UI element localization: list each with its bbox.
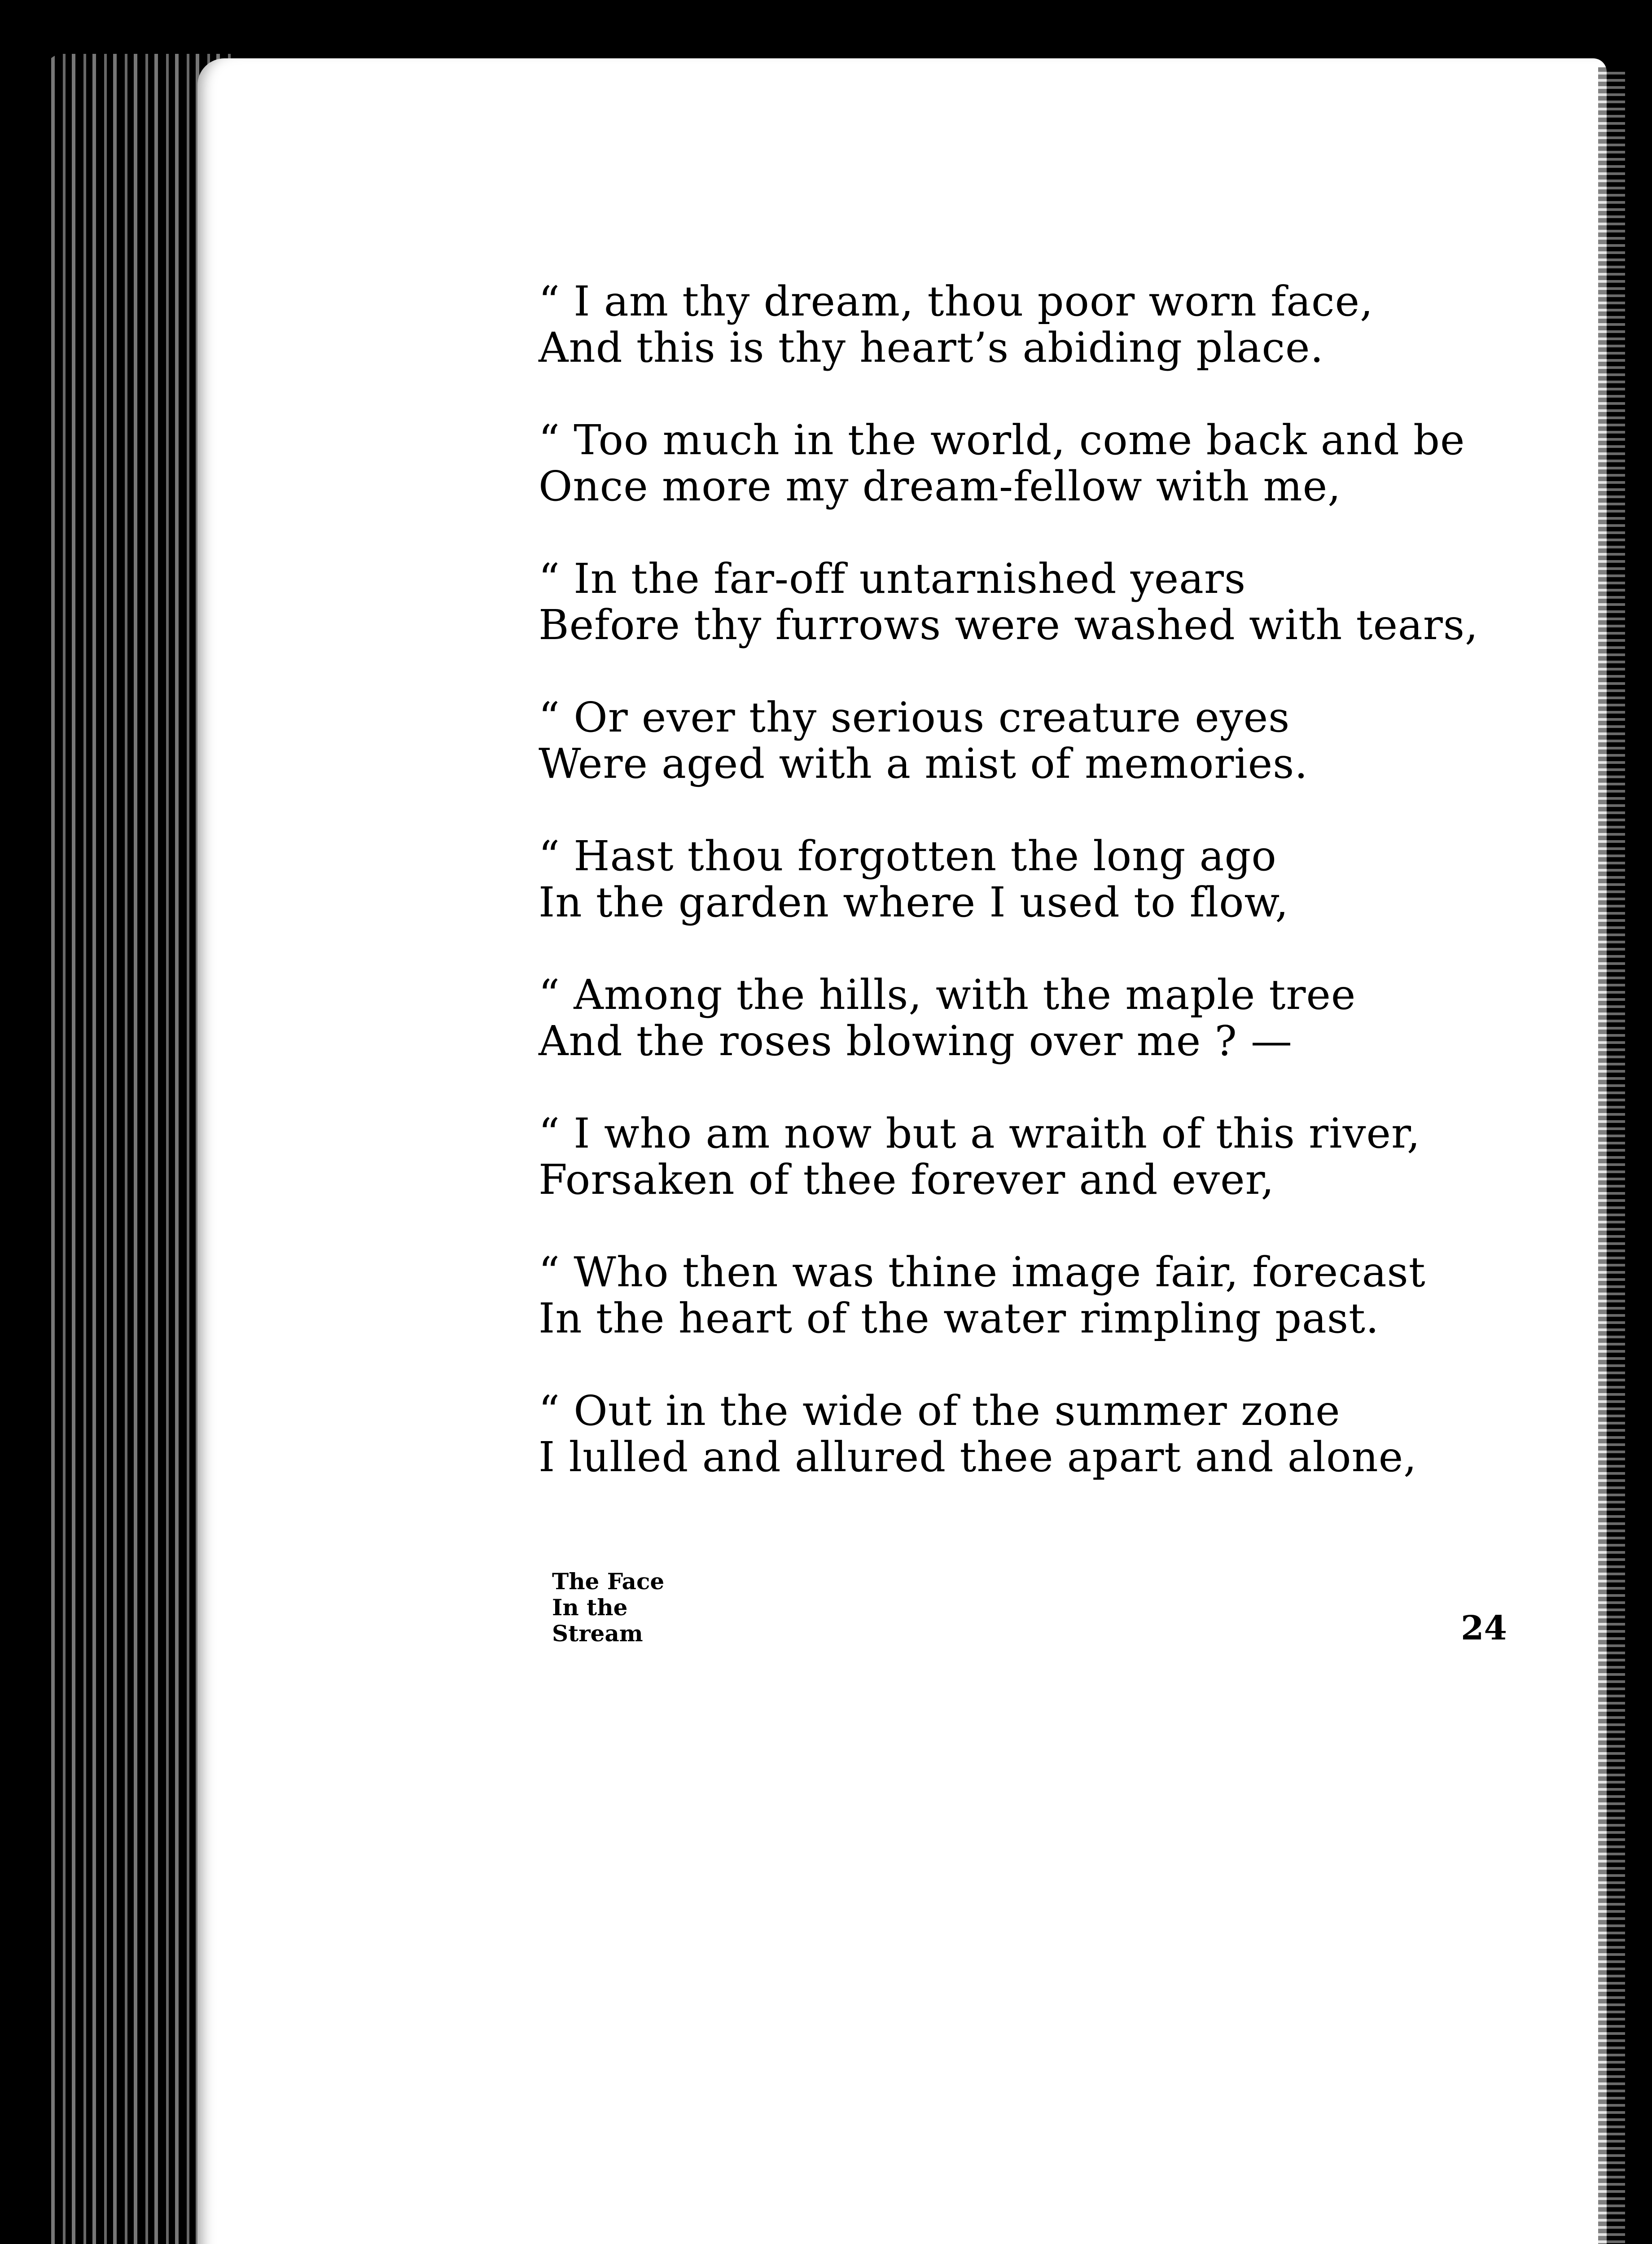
poem-line: In the garden where I used to flow,	[539, 878, 1289, 926]
poem-line: “ Hast thou forgotten the long ago	[539, 832, 1277, 880]
poem-line: In the heart of the water rimpling past.	[539, 1294, 1380, 1342]
running-title-line: Stream	[552, 1620, 643, 1647]
stanza-4	[539, 694, 1571, 787]
poem-line: Once more my dream-fellow with me,	[539, 462, 1341, 510]
poem-line: Were aged with a mist of memories.	[539, 740, 1308, 788]
running-title	[552, 1569, 664, 1647]
stanza-9	[539, 1388, 1571, 1480]
poem-line: “ Out in the wide of the summer zone	[539, 1387, 1341, 1435]
page-right-edge	[1598, 67, 1625, 2244]
poem-line: And the roses blowing over me ? —	[539, 1017, 1293, 1065]
poem-line: “ Or ever thy serious creature eyes	[539, 693, 1290, 741]
stanza-2	[539, 417, 1571, 509]
poem-line: “ I am thy dream, thou poor worn face,	[539, 277, 1374, 325]
poem-line: And this is thy heart’s abiding place.	[539, 324, 1324, 372]
poem-line: “ Who then was thine image fair, forecast	[539, 1248, 1426, 1296]
poem-line: I lulled and allured thee apart and alone,	[539, 1433, 1417, 1481]
poem-line: Before thy furrows were washed with tears,	[539, 601, 1479, 649]
poem-line: “ Among the hills, with the maple tree	[539, 971, 1356, 1019]
stanza-5	[539, 833, 1571, 925]
poem-line: “ I who am now but a wraith of this river,	[539, 1109, 1421, 1157]
stanza-7	[539, 1110, 1571, 1203]
running-title-line: The Face	[552, 1568, 665, 1595]
stanza-1	[539, 278, 1571, 371]
stanza-8	[539, 1249, 1571, 1341]
poem-line: “ Too much in the world, come back and be	[539, 416, 1465, 464]
stanza-3	[539, 556, 1571, 648]
poem-line: Forsaken of thee forever and ever,	[539, 1156, 1275, 1204]
stanza-6	[539, 972, 1571, 1064]
running-title-line: In the	[552, 1594, 628, 1621]
poem-line: “ In the far-off untarnished years	[539, 555, 1246, 603]
poem-body	[539, 278, 1571, 1526]
page-number: 24	[1461, 1609, 1507, 1648]
